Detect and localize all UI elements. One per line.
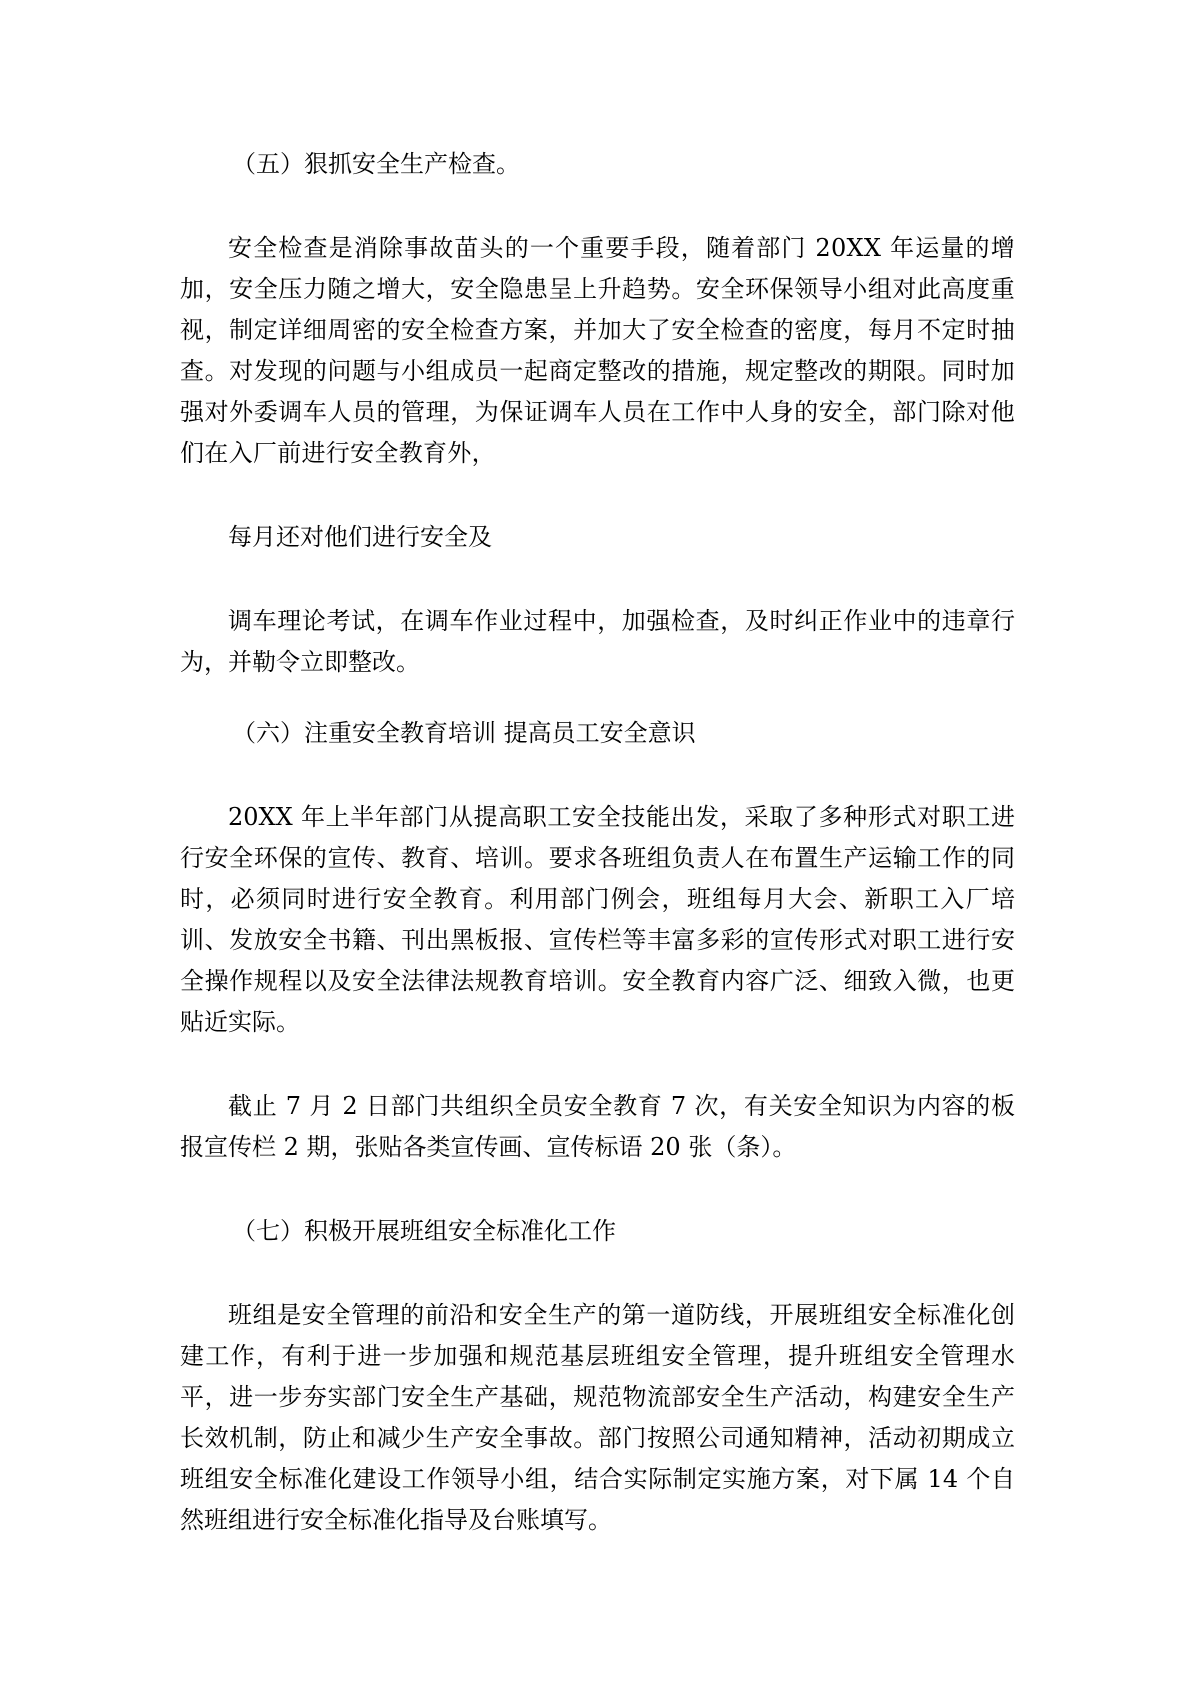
paragraph-education-count: 截止 7 月 2 日部门共组织全员安全教育 7 次，有关安全知识为内容的板报宣传栏 2 期，张贴各类宣传画、宣传标语 20 张（条）。 <box>180 1092 1015 1161</box>
section-heading-7: （七）积极开展班组安全标准化工作 <box>232 1217 616 1245</box>
section-heading-5: （五）狠抓安全生产检查。 <box>232 150 520 178</box>
paragraph-shunting-exam: 调车理论考试，在调车作业过程中，加强检查，及时纠正作业中的违章行为，并勒令立即整改。 <box>180 607 1015 676</box>
paragraph-monthly-exam: 每月还对他们进行安全及 <box>228 523 492 551</box>
paragraph-safety-training: 20XX 年上半年部门从提高职工安全技能出发，采取了多种形式对职工进行安全环保的宣传、教育、培训。要求各班组负责人在布置生产运输工作的同时，必须同时进行安全教育。利用部门例会，班组每月大会、新职工入厂培训、发放安全书籍、刊出黑板报、宣传栏等丰富多彩的宣传形式对职工进行安全操作规程以及安全法律法规教育培训。安全教育内容广泛、细致入微，也更贴近实际。 <box>180 803 1015 1036</box>
document-page <box>180 144 1015 1541</box>
section-heading-6: （六）注重安全教育培训 提高员工安全意识 <box>232 719 696 747</box>
paragraph-safety-inspection: 安全检查是消除事故苗头的一个重要手段，随着部门 20XX 年运量的增加，安全压力随之增大，安全隐患呈上升趋势。安全环保领导小组对此高度重视，制定详细周密的安全检查方案，并加大了安全检查的密度，每月不定时抽查。对发现的问题与小组成员一起商定整改的措施，规定整改的期限。同时加强对外委调车人员的管理，为保证调车人员在工作中人身的安全，部门除对他们在入厂前进行安全教育外， <box>180 234 1015 467</box>
paragraph-team-standardization: 班组是安全管理的前沿和安全生产的第一道防线，开展班组安全标准化创建工作，有利于进一步加强和规范基层班组安全管理，提升班组安全管理水平，进一步夯实部门安全生产基础，规范物流部安全生产活动，构建安全生产长效机制，防止和减少生产安全事故。部门按照公司通知精神，活动初期成立班组安全标准化建设工作领导小组，结合实际制定实施方案，对下属 14 个自然班组进行安全标准化指导及台账填写。 <box>180 1301 1015 1534</box>
